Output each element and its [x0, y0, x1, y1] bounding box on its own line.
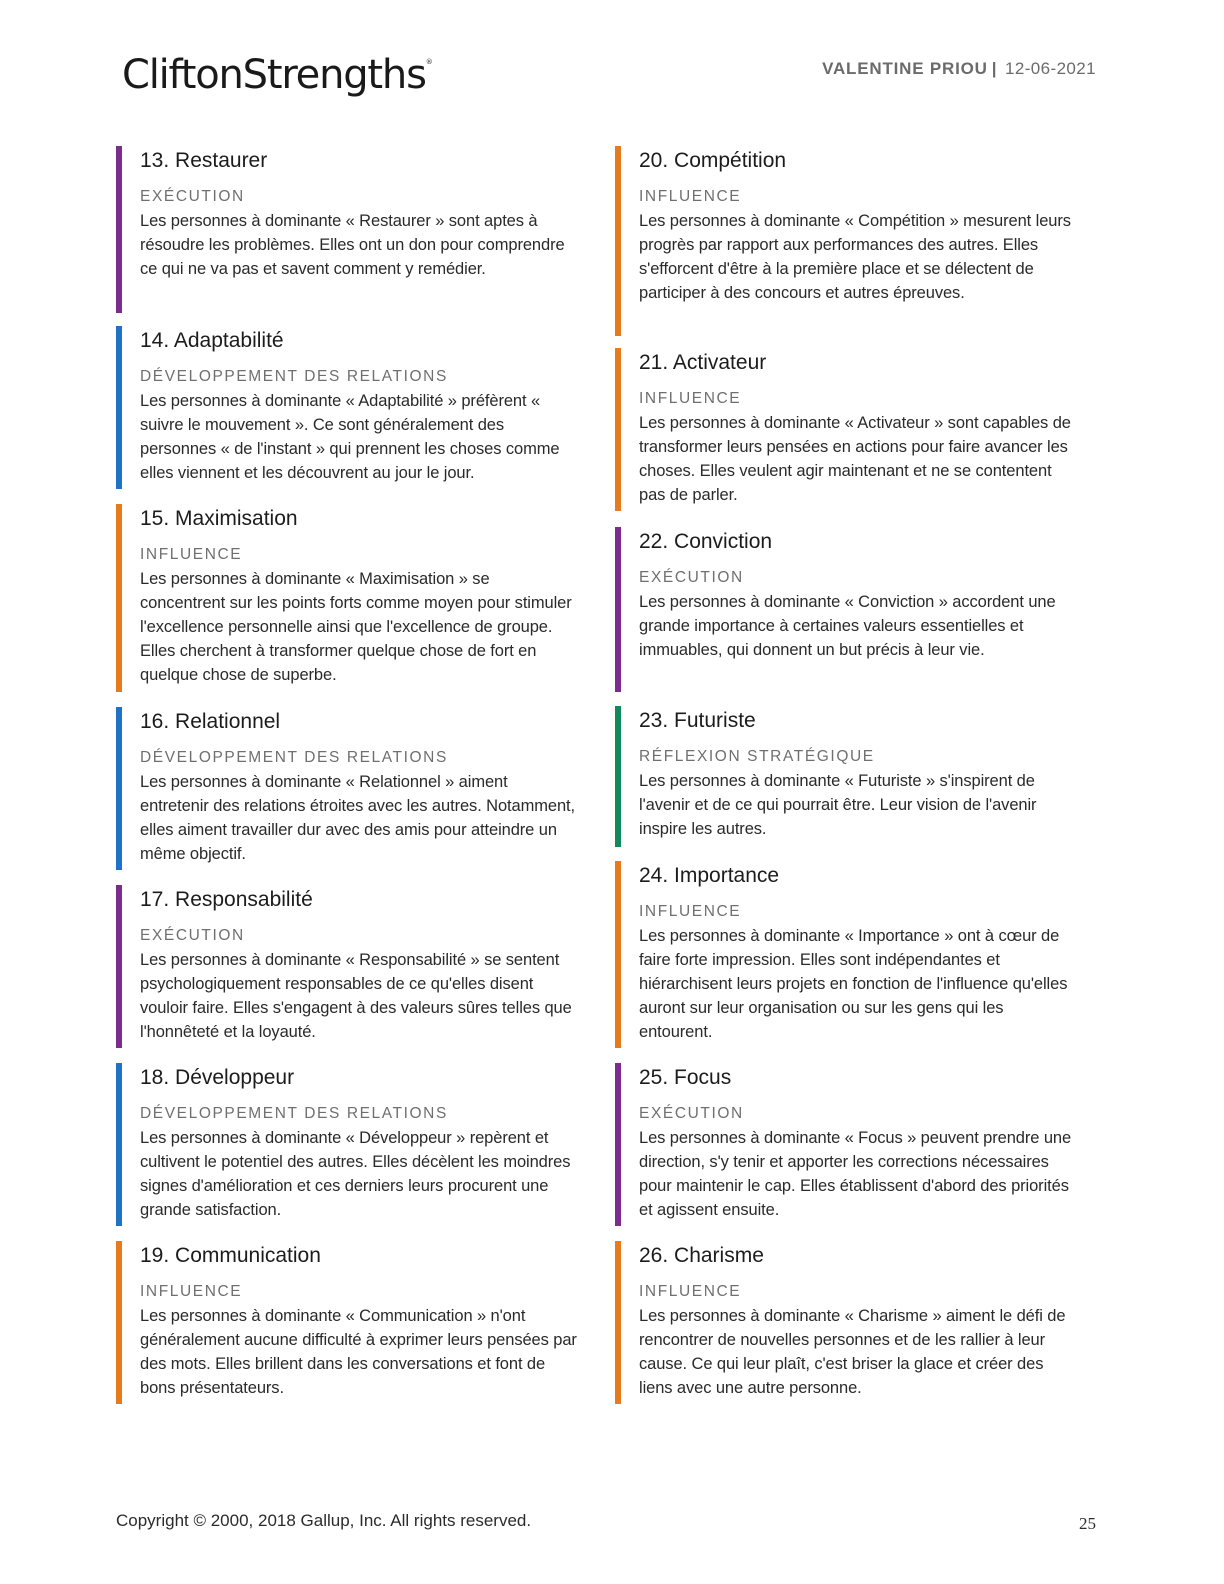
- theme-domain: INFLUENCE: [140, 1283, 243, 1300]
- theme-domain: DÉVELOPPEMENT DES RELATIONS: [140, 368, 448, 385]
- theme-description: Les personnes à dominante « Charisme » aiment le défi de rencontrer de nouvelles personnes et de les rallier à leur cause. Ce qui leur plaît, c'est briser la glace et créer des liens avec une autre personne.: [639, 1307, 1066, 1397]
- theme-description: Les personnes à dominante « Conviction » accordent une grande importance à certaines valeurs essentielles et immuables, qui donnent un but précis à leur vie.: [639, 593, 1056, 659]
- theme-title: 22. Conviction: [639, 530, 773, 553]
- theme-entry: [615, 706, 1076, 847]
- theme-title: 14. Adaptabilité: [140, 329, 284, 352]
- page-number: 25: [1079, 1514, 1096, 1533]
- theme-entry: [615, 146, 1076, 336]
- report-date: 12-06-2021: [1005, 59, 1096, 78]
- theme-domain: INFLUENCE: [639, 903, 742, 920]
- theme-domain: DÉVELOPPEMENT DES RELATIONS: [140, 1105, 448, 1122]
- theme-domain: EXÉCUTION: [140, 188, 245, 205]
- theme-title: 18. Développeur: [140, 1066, 295, 1089]
- theme-title: 17. Responsabilité: [140, 888, 313, 911]
- theme-title: 16. Relationnel: [140, 710, 281, 733]
- theme-domain: RÉFLEXION STRATÉGIQUE: [639, 748, 875, 765]
- theme-description: Les personnes à dominante « Maximisation » se concentrent sur les points forts comme moyen pour stimuler l'excellence personnelle ainsi que l'excellence de groupe. Elles cherchent à transformer quelque chose de fort en quelque chose de superbe.: [140, 570, 572, 684]
- theme-description: Les personnes à dominante « Compétition » mesurent leurs progrès par rapport aux performances des autres. Elles s'efforcent d'être à la première place et se délectent de participer à des concours et autres épreuves.: [639, 212, 1071, 302]
- theme-title: 24. Importance: [639, 864, 780, 887]
- theme-title: 26. Charisme: [639, 1244, 764, 1267]
- copyright-notice: Copyright © 2000, 2018 Gallup, Inc. All rights reserved.: [116, 1511, 532, 1530]
- theme-description: Les personnes à dominante « Activateur » sont capables de transformer leurs pensées en actions pour faire avancer les choses. Elles veulent agir maintenant et ne se contentent pas de parler.: [639, 414, 1071, 504]
- theme-description: Les personnes à dominante « Restaurer » sont aptes à résoudre les problèmes. Elles ont un don pour comprendre ce qui ne va pas et savent comment y remédier.: [140, 212, 565, 278]
- theme-entry: [116, 1063, 577, 1226]
- person-name: VALENTINE PRIOU: [822, 59, 988, 78]
- theme-domain: INFLUENCE: [639, 1283, 742, 1300]
- theme-entry: [116, 1241, 577, 1404]
- theme-description: Les personnes à dominante « Futuriste » s'inspirent de l'avenir et de ce qui pourrait être. Leur vision de l'avenir inspire les autres.: [639, 772, 1037, 838]
- theme-entry: [615, 861, 1076, 1048]
- theme-entry: [116, 146, 577, 313]
- theme-entry: [615, 527, 1076, 692]
- theme-entry: [615, 1241, 1076, 1404]
- cliftonstrengths-logo: CliftonStrengths®: [122, 52, 433, 98]
- theme-domain: EXÉCUTION: [639, 569, 744, 586]
- theme-description: Les personnes à dominante « Développeur » repèrent et cultivent le potentiel des autres. Elles décèlent les moindres signes d'amélioration et ces derniers leurs procurent une grande satisfaction.: [140, 1129, 571, 1219]
- theme-description: Les personnes à dominante « Relationnel » aiment entretenir des relations étroites avec les autres. Notamment, elles aiment travailler dur avec des amis pour atteindre un même objectif.: [140, 773, 576, 863]
- theme-domain: EXÉCUTION: [140, 927, 245, 944]
- report-header: [822, 59, 1096, 79]
- theme-entry: [116, 326, 577, 489]
- header-separator: |: [991, 59, 997, 78]
- theme-title: 25. Focus: [639, 1066, 732, 1089]
- theme-description: Les personnes à dominante « Adaptabilité » préfèrent « suivre le mouvement ». Ce sont généralement des personnes « de l'instant » qui prennent les choses comme elles viennent et les découvrent au jour le jour.: [140, 392, 560, 482]
- theme-entry: [116, 885, 577, 1048]
- theme-entry: [116, 707, 577, 870]
- theme-domain: INFLUENCE: [639, 188, 742, 205]
- theme-description: Les personnes à dominante « Importance » ont à cœur de faire forte impression. Elles sont indépendantes et hiérarchisent leurs projets en fonction de l'influence qu'elles auront sur leur organisation ou sur les gens qui les entourent.: [639, 927, 1068, 1041]
- theme-domain: INFLUENCE: [140, 546, 243, 563]
- theme-title: 19. Communication: [140, 1244, 321, 1267]
- theme-domain: DÉVELOPPEMENT DES RELATIONS: [140, 749, 448, 766]
- theme-description: Les personnes à dominante « Responsabilité » se sentent psychologiquement responsables de ce qu'elles disent vouloir faire. Elles s'engagent à des valeurs sûres telles que l'honnêteté et la loyauté.: [140, 951, 572, 1041]
- theme-title: 15. Maximisation: [140, 507, 298, 530]
- theme-entry: [116, 504, 577, 692]
- theme-title: 20. Compétition: [639, 149, 787, 172]
- theme-title: 23. Futuriste: [639, 709, 756, 732]
- theme-description: Les personnes à dominante « Focus » peuvent prendre une direction, s'y tenir et apporter les corrections nécessaires pour maintenir le cap. Elles établissent d'abord des priorités et agissent ensuite.: [639, 1129, 1072, 1219]
- theme-entry: [615, 1063, 1076, 1226]
- theme-entry: [615, 348, 1076, 511]
- theme-description: Les personnes à dominante « Communication » n'ont généralement aucune difficulté à exprimer leurs pensées par des mots. Elles brillent dans les conversations et font de bons présentateurs.: [140, 1307, 577, 1397]
- theme-title: 21. Activateur: [639, 351, 767, 374]
- theme-domain: EXÉCUTION: [639, 1105, 744, 1122]
- theme-title: 13. Restaurer: [140, 149, 268, 172]
- theme-domain: INFLUENCE: [639, 390, 742, 407]
